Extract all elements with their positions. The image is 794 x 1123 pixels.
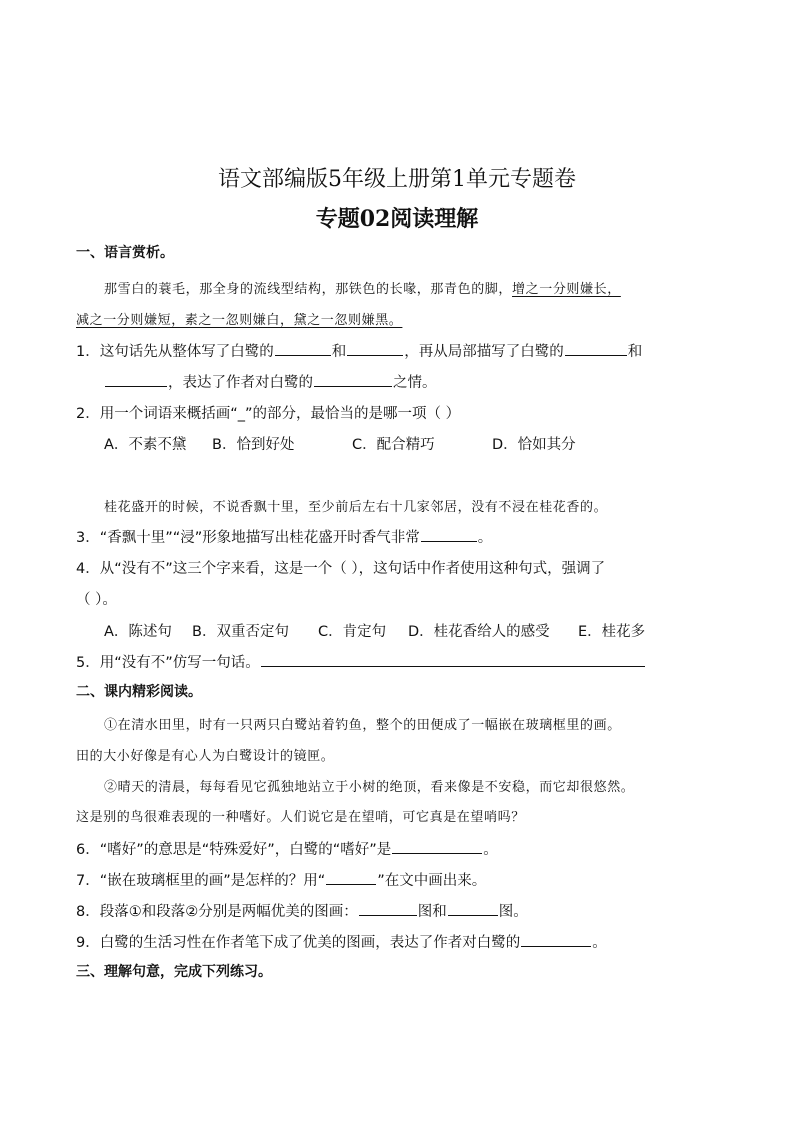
question-4-option-b[interactable]: B．双重否定句 xyxy=(192,624,289,640)
question-9-text: 9．白鹭的生活习性在作者笔下成了优美的图画，表达了作者对白鹭的 xyxy=(76,935,521,951)
question-1-text: ，再从局部描写了白鹭的 xyxy=(404,344,564,360)
section-heading-3: 三、理解句意，完成下列练习。 xyxy=(76,964,272,980)
section-heading-1: 一、语言赏析。 xyxy=(76,245,174,261)
question-3 xyxy=(76,526,492,547)
answer-blank[interactable] xyxy=(275,340,331,356)
question-6-text: 。 xyxy=(483,842,498,858)
question-6 xyxy=(76,838,498,859)
section-heading-2: 二、课内精彩阅读。 xyxy=(76,684,202,700)
passage-1-line-2 xyxy=(76,309,402,328)
question-4-option-c[interactable]: C．肯定句 xyxy=(318,624,387,640)
question-8-text: 图和 xyxy=(417,904,447,920)
question-3-text: 。 xyxy=(477,530,493,546)
question-2-option-d[interactable]: D．恰如其分 xyxy=(492,437,576,453)
question-8 xyxy=(76,900,528,921)
question-7-text: ”在文中画出来。 xyxy=(377,873,487,889)
answer-blank[interactable] xyxy=(421,526,477,542)
page-subtitle: 专题02阅读理解 xyxy=(315,206,479,232)
answer-blank[interactable] xyxy=(314,371,392,387)
passage-1-line-1 xyxy=(104,278,621,297)
page-title: 语文部编版5年级上册第1单元专题卷 xyxy=(218,167,576,192)
question-4-line-1: 4．从“没有不”这三个字来看，这是一个（ ），这句话中作者使用这种句式，强调了 xyxy=(76,561,606,577)
question-1-text: 和 xyxy=(331,344,347,360)
answer-blank[interactable] xyxy=(347,340,403,356)
question-1-line-1 xyxy=(76,340,642,361)
passage-3-p1-line-2: 田的大小好像是有心人为白鹭设计的镜匣。 xyxy=(76,749,335,764)
question-2-option-b[interactable]: B．恰到好处 xyxy=(212,437,295,453)
answer-blank[interactable] xyxy=(392,838,482,854)
question-1-text: 和 xyxy=(627,344,643,360)
answer-blank[interactable] xyxy=(261,651,645,667)
underline-marker xyxy=(326,869,376,885)
passage-2: 桂花盛开的时候，不说香飘十里，至少前后左右十几家邻居，没有不浸在桂花香的。 xyxy=(104,500,608,515)
passage-3-p2-line-2: 这是别的鸟很难表现的一种嗜好。人们说它是在望哨，可它真是在望哨吗？ xyxy=(76,810,525,825)
question-1-line-2 xyxy=(104,371,437,392)
question-9-text: 。 xyxy=(592,935,607,951)
question-2-option-c[interactable]: C．配合精巧 xyxy=(352,437,435,453)
answer-blank[interactable] xyxy=(105,371,167,387)
passage-1-text: 那雪白的蓑毛，那全身的流线型结构，那铁色的长喙，那青色的脚， xyxy=(104,282,513,297)
question-6-text: 6．“嗜好”的意思是“特殊爱好”，白鹭的“嗜好”是 xyxy=(76,842,392,858)
answer-blank[interactable] xyxy=(359,900,417,916)
question-2-option-a[interactable]: A．不素不黛 xyxy=(104,437,187,453)
question-7-text: 7．“嵌在玻璃框里的画”是怎样的？用“ xyxy=(76,873,326,889)
passage-1-underlined-text-2: 减之一分则嫌短，素之一忽则嫌白，黛之一忽则嫌黑。 xyxy=(76,313,403,328)
question-4-line-2: （ ）。 xyxy=(76,592,117,608)
question-8-text: 图。 xyxy=(498,904,528,920)
question-9 xyxy=(76,931,607,952)
answer-blank[interactable] xyxy=(521,931,591,947)
answer-blank[interactable] xyxy=(565,340,627,356)
question-5 xyxy=(76,651,646,672)
question-4-option-e[interactable]: E．桂花多 xyxy=(578,624,646,640)
passage-3-p2-line-1: ②晴天的清晨，每每看见它孤独地站立于小树的绝顶，看来像是不安稳，而它却很悠然。 xyxy=(104,780,635,795)
question-4-option-a[interactable]: A．陈述句 xyxy=(104,624,172,640)
question-7 xyxy=(76,869,486,890)
question-8-text: 8．段落①和段落②分别是两幅优美的图画： xyxy=(76,904,358,920)
question-1-text: 1．这句话先从整体写了白鹭的 xyxy=(76,344,274,360)
question-1-text: ，表达了作者对白鹭的 xyxy=(168,375,313,391)
question-1-text: 之情。 xyxy=(393,375,437,391)
question-3-text: 3．“香飘十里”“浸”形象地描写出桂花盛开时香气非常 xyxy=(76,530,420,546)
passage-3-p1-line-1: ①在清水田里，时有一只两只白鹭站着钓鱼，整个的田便成了一幅嵌在玻璃框里的画。 xyxy=(104,718,621,733)
question-4-option-d[interactable]: D．桂花香给人的感受 xyxy=(408,624,550,640)
question-5-text: 5．用“没有不”仿写一句话。 xyxy=(76,655,260,671)
question-2: 2．用一个词语来概括画“_”的部分，最恰当的是哪一项（ ） xyxy=(76,406,461,422)
answer-blank[interactable] xyxy=(448,900,498,916)
passage-1-underlined-text: 增之一分则嫌长， xyxy=(512,282,621,297)
